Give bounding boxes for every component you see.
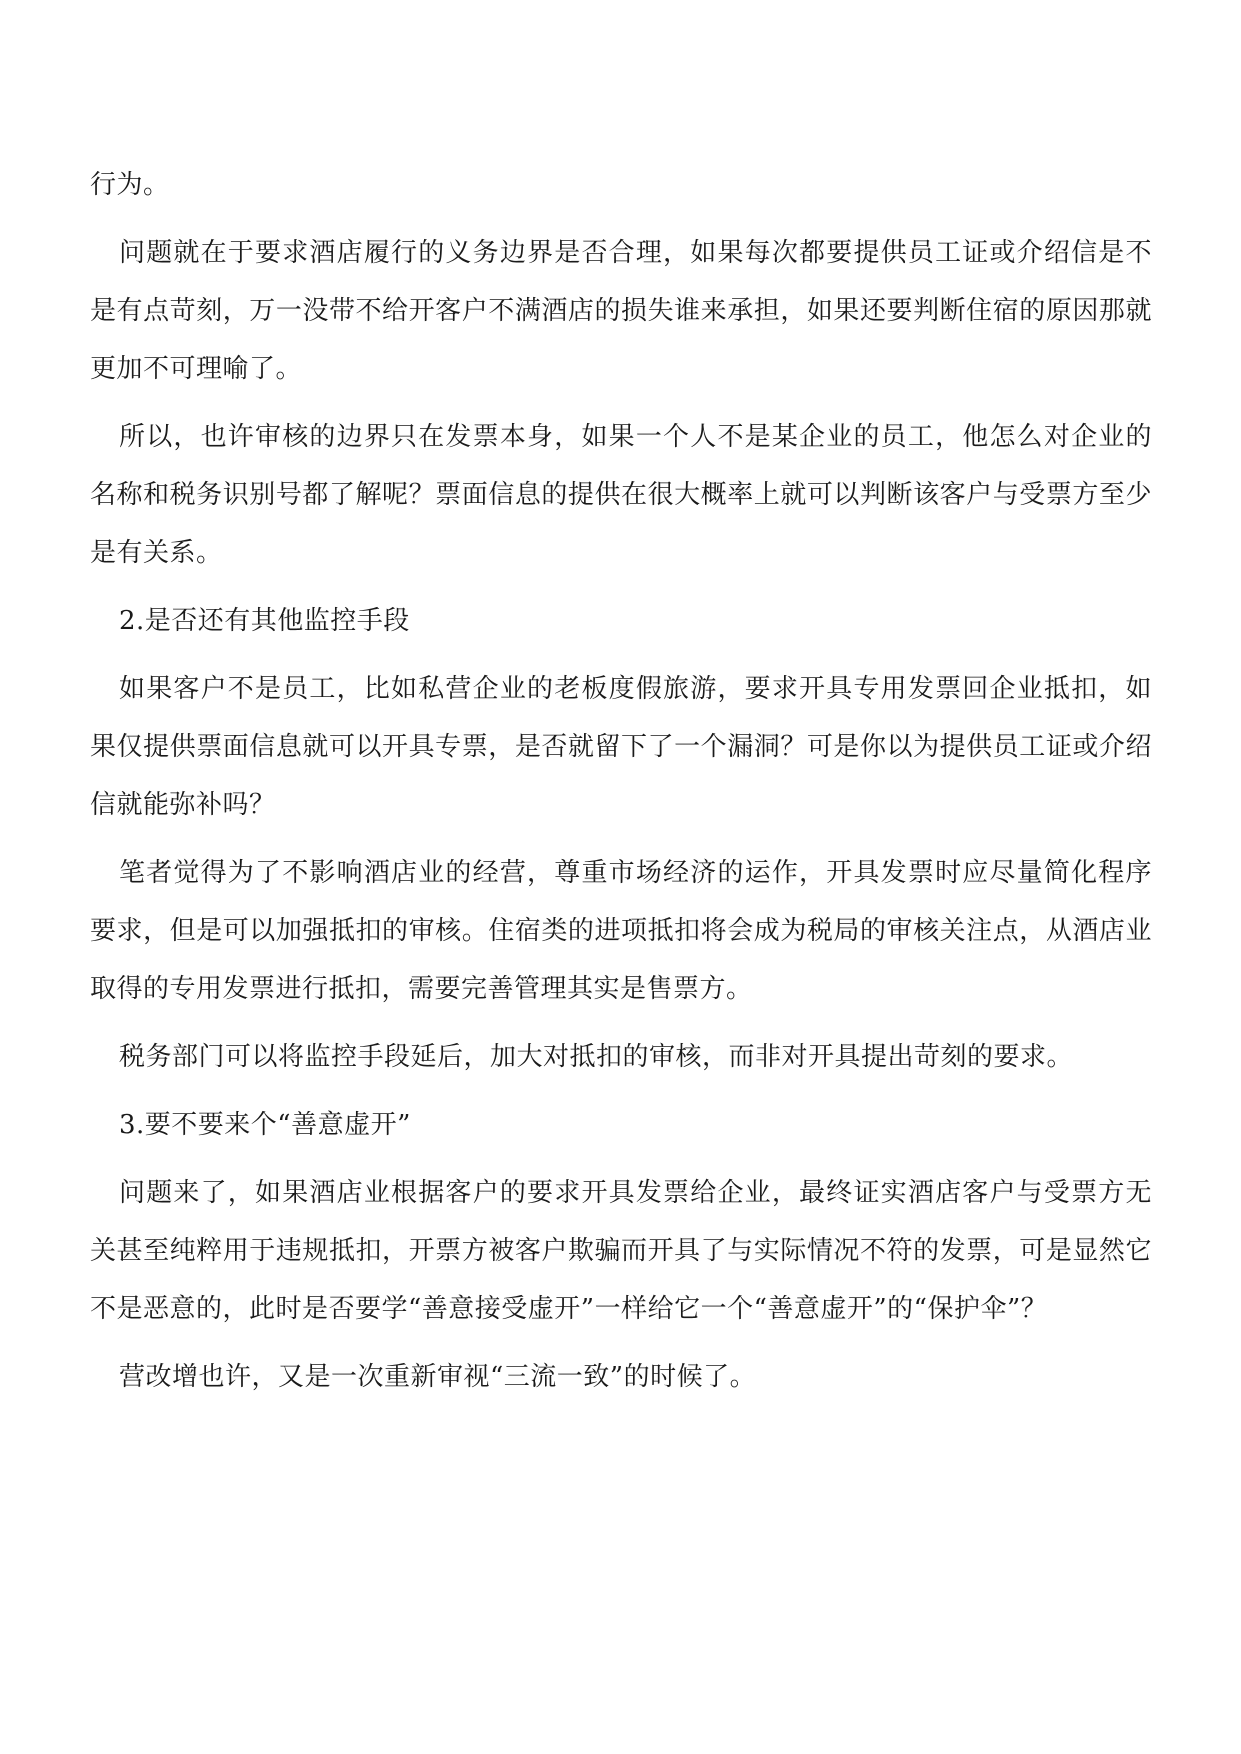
paragraph-good-faith: 问题来了，如果酒店业根据客户的要求开具发票给企业，最终证实酒店客户与受票方无关甚至纯粹用于违规抵扣，开票方被客户欺骗而开具了与实际情况不符的发票，可是显然它不是恶意的，此时是否要学“善意接受虚开”一样给它一个“善意虚开”的“保护伞”？	[90, 1178, 1152, 1324]
paragraph-tax-department: 税务部门可以将监控手段延后，加大对抵扣的审核，而非对开具提出苛刻的要求。	[119, 1042, 1074, 1072]
document-body	[90, 156, 1152, 1416]
paragraph-conclusion: 营改增也许，又是一次重新审视“三流一致”的时候了。	[119, 1362, 757, 1392]
paragraph-obligation-boundary: 问题就在于要求酒店履行的义务边界是否合理，如果每次都要提供员工证或介绍信是不是有点苛刻，万一没带不给开客户不满酒店的损失谁来承担，如果还要判断住宿的原因那就更加不可理喻了。	[90, 238, 1152, 384]
paragraph-author-opinion: 笔者觉得为了不影响酒店业的经营，尊重市场经济的运作，开具发票时应尽量简化程序要求，但是可以加强抵扣的审核。住宿类的进项抵扣将会成为税局的审核关注点，从酒店业取得的专用发票进行抵扣，需要完善管理其实是售票方。	[90, 858, 1152, 1004]
section-heading-2: 2.是否还有其他监控手段	[119, 606, 410, 636]
section-heading-3: 3.要不要来个“善意虚开”	[119, 1110, 411, 1140]
paragraph-loophole: 如果客户不是员工，比如私营企业的老板度假旅游，要求开具专用发票回企业抵扣，如果仅提供票面信息就可以开具专票，是否就留下了一个漏洞？可是你以为提供员工证或介绍信就能弥补吗？	[90, 674, 1152, 820]
paragraph-continuation: 行为。	[90, 170, 170, 200]
paragraph-invoice-review: 所以，也许审核的边界只在发票本身，如果一个人不是某企业的员工，他怎么对企业的名称和税务识别号都了解呢？票面信息的提供在很大概率上就可以判断该客户与受票方至少是有关系。	[90, 422, 1152, 568]
